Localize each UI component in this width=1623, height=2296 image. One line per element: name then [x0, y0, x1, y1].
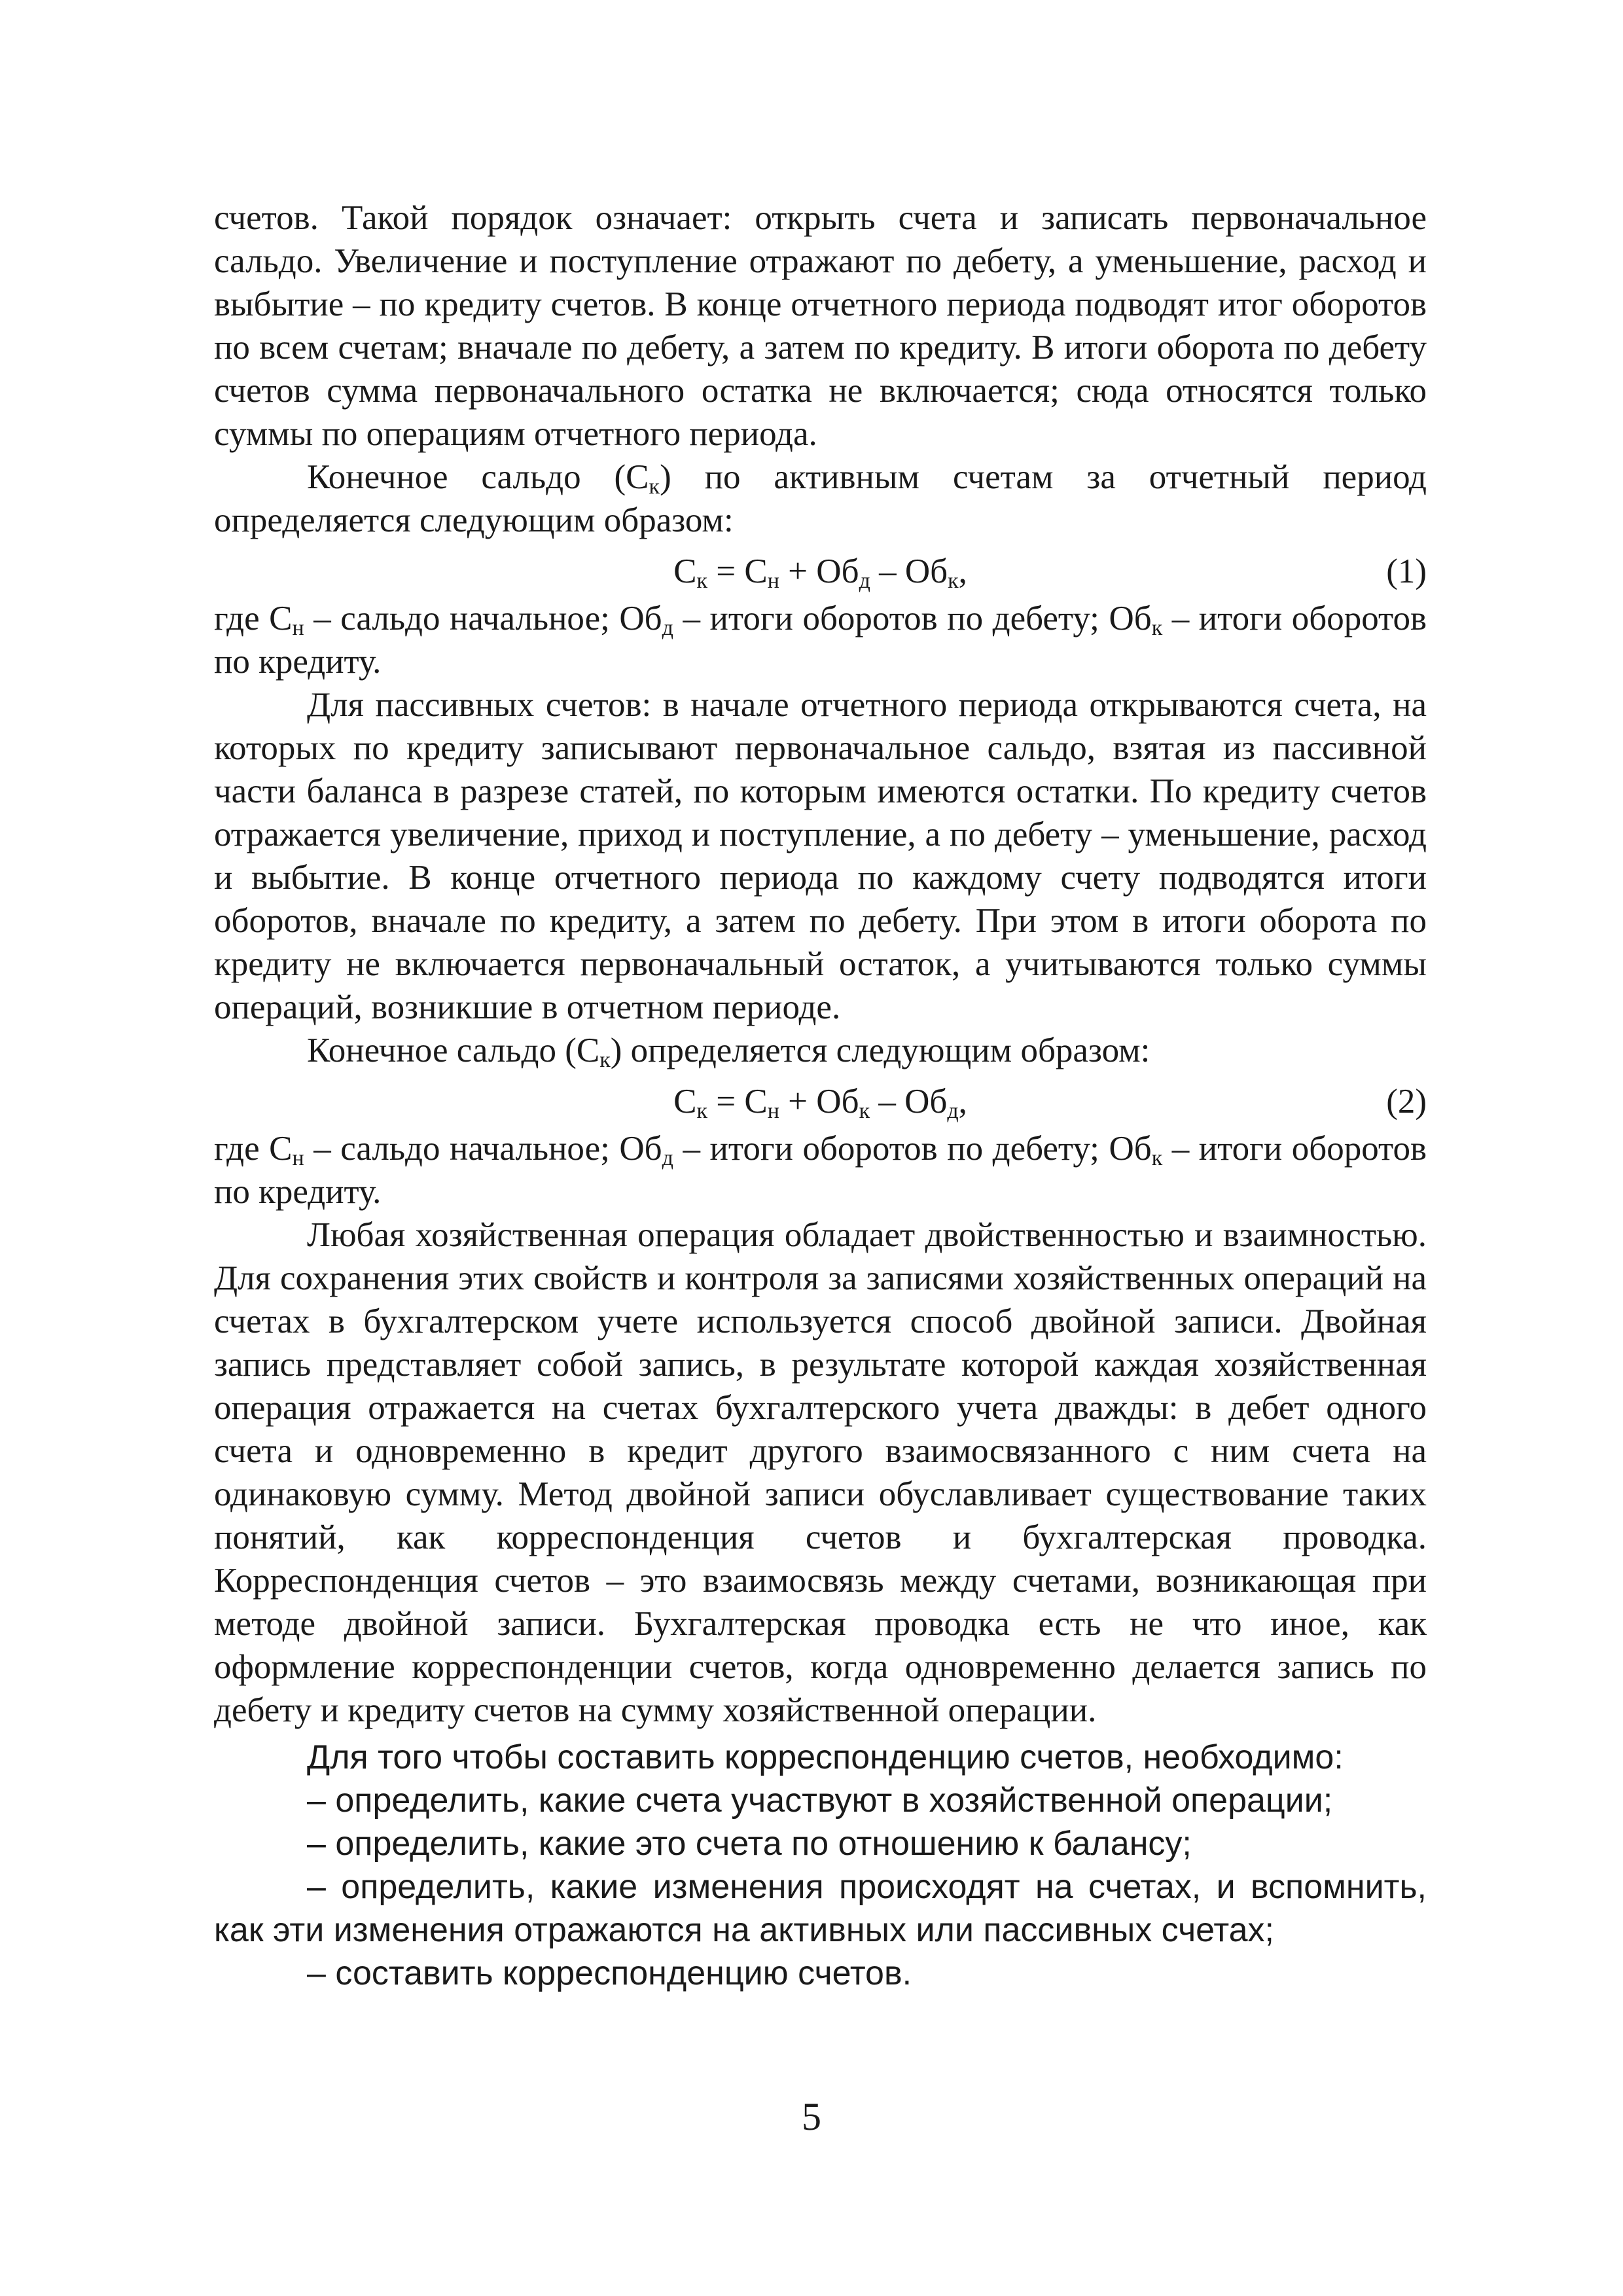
paragraph-3: Для пассивных счетов: в начале отчетного периода открываются счета, на которых по кредиту записывают первоначальное сальдо, взятая из пассивной части баланса в разрезе статей, по которым имеются остатки. По кредиту счетов отражается увеличение, приход и поступление, а по дебету – уменьшение, расход и выбытие. В конце отчетного периода по каждому счету подводятся итоги оборотов, вначале по кредиту, а затем по дебету. При этом в итоги оборота по кредиту не включается первоначальный остаток, а учитываются только суммы операций, возникшие в отчетном периоде. — [214, 686, 1427, 1026]
paragraph-2 — [214, 456, 1427, 542]
paragraph-2-text-a: Конечное сальдо (С — [307, 458, 649, 496]
paragraph-5: Любая хозяйственная операция обладает двойственностью и взаимностью. Для сохранения этих свойств и контроля за записями хозяйственных операций на счетах в бухгалтерском учете используется способ двойной записи. Двойная запись представляет собой запись, в результате которой каждая хозяйственная операция отражается на счетах бухгалтерского учета дважды: в дебет одного счета и одновременно в кредит другого взаимосвязанного с ним счета на одинаковую сумму. Метод двойной записи обуславливает существование таких понятий, как корреспонденция счетов и бухгалтерская проводка. Корреспонденция счетов – это взаимосвязь между счетами, возникающая при методе двойной записи. Бухгалтерская проводка есть не что иное, как оформление корреспонденции счетов, когда одновременно делается запись по дебету и кредиту счетов на сумму хозяйственной операции. — [214, 1216, 1427, 1729]
paragraph-2-sub: к — [649, 475, 660, 499]
list-item: – определить, какие счета участвуют в хозяйственной операции; — [307, 1782, 1333, 1820]
where-clause-1: где $С_н$ – сальдо начальное; $Об_д$ – итоги оборотов по дебету; $Об_к$ – итоги оборотов по кредиту. — [214, 600, 1427, 681]
correspondence-steps — [214, 1736, 1427, 1995]
formula-2 — [214, 1080, 1427, 1123]
formula-2-number: (2) — [1386, 1083, 1427, 1121]
page-body — [214, 196, 1427, 1995]
list-intro: Для того чтобы составить корреспонденцию счетов, необходимо: — [307, 1738, 1344, 1776]
formula-1 — [214, 550, 1427, 593]
paragraph-1: счетов. Такой порядок означает: открыть счета и записать первоначальное сальдо. Увеличение и поступление отражают по дебету, а уменьшение, расход и выбытие – по кредиту счетов. В конце отчетного периода подводят итог оборотов по всем счетам; вначале по дебету, а затем по кредиту. В итоги оборота по дебету счетов сумма первоначального остатка не включается; сюда относятся только суммы по операциям отчетного периода. — [214, 199, 1427, 453]
paragraph-2-text-b: ) по активным счетам за отчетный период определяется следующим образом: — [214, 458, 1427, 539]
list-item: – определить, какие это счета по отношению к балансу; — [307, 1825, 1192, 1863]
list-item: – определить, какие изменения происходят на счетах, и вспомнить, как эти изменения отражаются на активных или пассивных счетах; — [214, 1868, 1427, 1949]
list-item: – составить корреспонденцию счетов. — [307, 1954, 912, 1992]
formula-2-expression: $С_к = С_н + Об_к - Об_д$, — [673, 1083, 967, 1123]
formula-1-number: (1) — [1386, 552, 1427, 590]
where-clause-2: где $С_н$ – сальдо начальное; $Об_д$ – итоги оборотов по дебету; $Об_к$ – итоги оборотов по кредиту. — [214, 1130, 1427, 1211]
formula-1-expression: $С_к = С_н + Об_д - Об_к$, — [673, 552, 967, 593]
paragraph-4: Конечное сальдо $(С_к)$ определяется следующим образом: — [307, 1031, 1150, 1072]
page-number: 5 — [802, 2095, 821, 2138]
